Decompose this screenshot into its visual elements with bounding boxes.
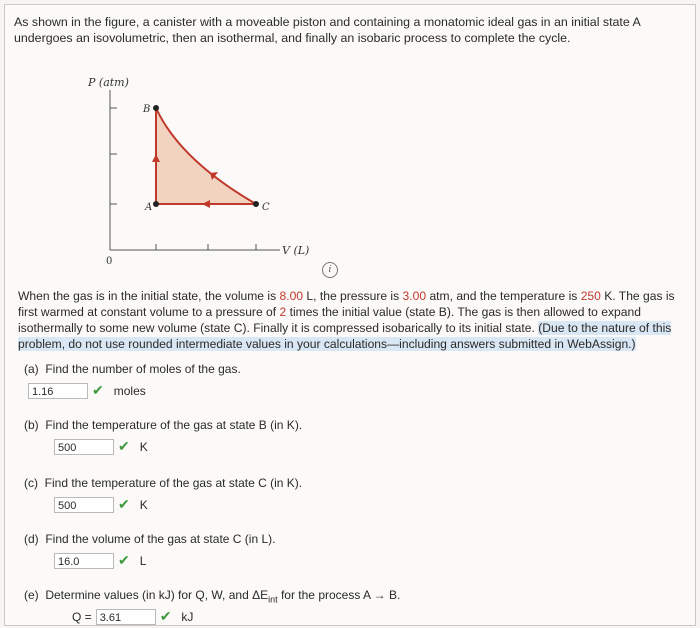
- pressure-value: 3.00: [402, 289, 427, 303]
- volume-value: 8.00: [279, 289, 304, 303]
- answer-b-input[interactable]: 500: [54, 439, 114, 455]
- unit-e: kJ: [181, 609, 194, 624]
- q-prefix: Q =: [72, 609, 92, 624]
- answer-d-input[interactable]: 16.0: [54, 553, 114, 569]
- pv-diagram: [60, 70, 320, 267]
- origin-label: 0: [106, 256, 113, 267]
- y-axis-label: P (atm): [88, 76, 129, 89]
- point-b: [153, 105, 159, 111]
- label-b: B: [143, 104, 151, 115]
- info-icon[interactable]: i: [322, 262, 338, 278]
- cycle-area: [156, 108, 256, 204]
- label-c: C: [262, 202, 270, 213]
- check-icon: ✔: [92, 382, 104, 398]
- check-icon: ✔: [118, 438, 130, 454]
- question-d: (d) Find the volume of the gas at state C (in L). 16.0 ✔ L: [24, 532, 276, 568]
- problem-intro: As shown in the figure, a canister with a moveable piston and containing a monatomic ideal gas in an initial state A undergoes an isovolumetric, then an isothermal, and finally an isobaric process to complete the cycle.: [14, 15, 641, 45]
- problem-statement: When the gas is in the initial state, the volume is 8.00 L, the pressure is 3.00 atm, and the temperature is 250 K. The gas is first warmed at constant volume to a pressure of 2 times the initial value (state B). The gas is then allowed to expand isothermally to some new volume (state C). Finally it is compressed isobarically to its initial state. (Due to the nature of this problem, do not use rounded intermediate values in your calculations—including answers submitted in WebAssign.): [18, 289, 675, 351]
- answer-a-input[interactable]: 1.16: [28, 383, 88, 399]
- answer-c-input[interactable]: 500: [54, 497, 114, 513]
- check-icon: ✔: [159, 608, 172, 625]
- temperature-value: 250: [580, 289, 601, 303]
- rounding-note: (Due to the nature of this problem, do not use rounded intermediate values in your calculations—including answers submitted in WebAssign.): [18, 321, 672, 351]
- label-a: A: [145, 202, 153, 213]
- check-icon: ✔: [118, 552, 130, 568]
- question-a: (a) Find the number of moles of the gas. 1.16 ✔ moles: [24, 362, 241, 398]
- answer-e-input[interactable]: 3.61: [96, 609, 156, 625]
- question-c: (c) Find the temperature of the gas at state C (in K). 500 ✔ K: [24, 476, 303, 512]
- unit-d: L: [139, 553, 147, 568]
- question-b: (b) Find the temperature of the gas at state B (in K). 500 ✔ K: [24, 418, 303, 454]
- question-e: (e) Determine values (in kJ) for Q, W, and $\Delta E_{int}$ for the process A → B. Q = 3.61 ✔ kJ: [24, 588, 401, 625]
- check-icon: ✔: [118, 496, 130, 512]
- unit-a: moles: [113, 383, 146, 398]
- unit-c: K: [139, 497, 148, 512]
- point-c: [253, 201, 259, 207]
- x-axis-label: V (L): [282, 244, 310, 257]
- point-a: [153, 201, 159, 207]
- multiplier-value: 2: [279, 305, 287, 319]
- unit-b: K: [139, 439, 148, 454]
